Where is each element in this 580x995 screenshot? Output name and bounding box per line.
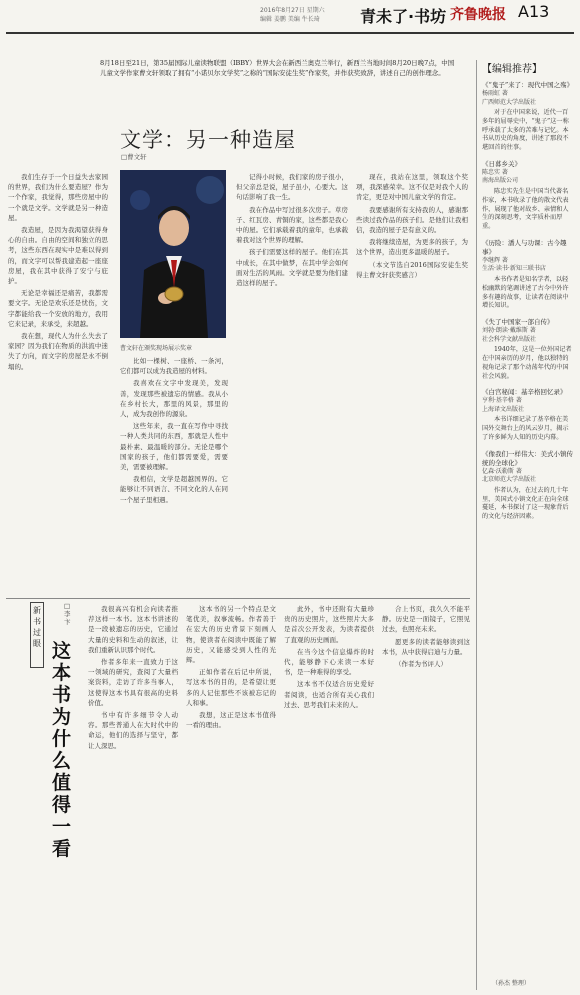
page-number: A13 [518,2,550,21]
section-title: 青未了·书坊 [360,7,447,26]
sidebar-heading: 【编辑推荐】 [482,64,542,75]
book-publisher: 社会科学文献出版社 [482,335,537,343]
book-summary: 作者认为，在过去的几十年里，美国式小镇文化正在向全球蔓延，本书探讨了这一现象背后的文化与经济因素。 [482,486,569,521]
book-entry [482,239,574,311]
paragraph: 书中有许多细节令人动容。那些普通人在大时代中的命运，他们的选择与坚守，都让人深思。 [88,711,178,750]
paragraph: 愿更多的读者能够读到这本书，从中获得启迪与力量。 [382,637,470,656]
sidebar-credit: （孙杰 整理） [492,980,530,987]
book-publisher: 上海译文出版社 [482,405,525,413]
paragraph: 现在，我站在这里，领取这个奖项，我深感荣幸。这不仅是对我个人的肯定，更是对中国儿童文学的肯定。 [356,173,468,202]
book-title: 《白宫秘闻：基辛格回忆录》 [482,388,567,397]
paragraph: 作者多年来一直致力于这一领域的研究，查阅了大量档案资料，走访了许多当事人，这使得这本书具有很高的史料价值。 [88,658,178,707]
article2-column-2 [186,604,276,990]
article1-column-4 [356,172,468,592]
book-summary: 对于在中国来说，近代一百多年的屈辱史中，“鬼子”这一称呼承载了太多的苦难与记忆。本书从历史的角度，讲述了那段不堪回首的往事。 [482,109,569,152]
paragraph: 我们生存于一个日益失去家园的世界，我们为什么要造屋？作为一个作家，我觉得，那些房屋中的一个就是文学。文学就是另一种造屋。 [8,173,108,222]
book-title: 《日暮乡关》 [482,159,521,168]
book-summary: 陈忠实先生是中国当代著名作家，本书收录了他的散文代表作，展现了他对故乡、亲情和人生的深刻思考，文字质朴而厚重。 [482,187,569,231]
book-entry [482,318,574,381]
article-byline: □曹文轩 [121,153,147,161]
paragraph: 我造屋，是因为我渴望获得身心的自由。自由的空间和独立的思考，这些东西在现实中是难以得到的，而文字可以帮我建造起一座座房屋，我在其中获得了安宁与庇护。 [8,226,108,286]
author-photo [120,170,226,338]
article2-column-4 [382,604,470,990]
paragraph: 这本书不仅适合历史爱好者阅读，也适合所有关心我们过去、思考我们未来的人。 [284,680,374,709]
book-author: 亨利·基辛格 著 [482,397,522,405]
paragraph: 这些年来，我一直在写作中寻找一种人类共同的东西，那就是人性中最朴素、最温暖的部分。无论是哪个国家的孩子，他们都需要爱，需要美，需要被理解。 [120,422,228,472]
paragraph: 在当今这个信息爆炸的时代，能够静下心来读一本好书，是一种难得的享受。 [284,647,374,677]
masthead-rule [6,32,574,34]
book-summary: 本书详细记录了基辛格在美国外交舞台上的风云岁月，揭示了许多鲜为人知的历史内幕。 [482,416,569,441]
photo-caption: 曹文轩在颁奖现场展示奖章 [120,345,193,352]
article2-title: 这本书为什么值得一看 [52,640,72,860]
book-author: 亿森·沃勒斯 著 [482,467,522,475]
paragraph: 无论是幸福还是痛苦，我都需要文字。无论是欢乐还是忧伤，文字都能给我一个安放的地方，我用它来记录，来承受，来超越。 [8,289,108,328]
paragraph: 我喜欢在文字中发现美，发现善，发现那些被遗忘的情感。我从小在乡村长大，那里的风景，那里的人，成为我创作的源泉。 [120,379,228,419]
article2-byline: □李卞 [64,602,71,626]
book-title: 《像我们一样伟大：美式小镇传统的全球化》 [482,449,573,467]
column-tag: 新书过眼 [30,602,44,668]
book-publisher: 广西师范大学出版社 [482,98,537,106]
article-title: 文学：另一种造屋 [120,128,296,152]
book-summary: 本书作者是知名学者，以轻松幽默的笔调讲述了古今中外许多有趣的故事，让读者在阅读中增长知识。 [482,275,569,310]
book-publisher: 北京师范大学出版社 [482,476,537,484]
article2-column-1 [88,604,178,990]
paragraph: 我想，这正是这本书值得一看的理由。 [186,711,276,730]
masthead-meta [260,6,325,24]
book-title: 《历险：潘人与功课：古今趣事》 [482,238,567,256]
newspaper-logo: 齐鲁晚报 [450,7,506,23]
sidebar-divider [476,60,477,990]
paragraph: 此外，书中还附有大量珍贵的历史照片，这些照片大多是首次公开发表，为读者提供了直观的历史画面。 [284,605,374,644]
paragraph: 这本书的另一个特点是文笔优美，叙事流畅。作者善于在宏大的历史背景下刻画人物，使读者在阅读中既能了解历史，又能感受到人性的光辉。 [186,605,276,665]
book-entry [482,450,574,522]
book-author: 陈忠实 著 [482,168,508,176]
paragraph: 我将继续造屋，为更多的孩子，为这个世界，造出更多温暖的屋子。 [356,238,468,257]
article1-column-2 [120,356,228,592]
paragraph: （作者为书评人） [395,660,447,669]
paragraph: 比如一棵树、一座桥、一条河，它们都可以成为我造屋的材料。 [120,357,228,376]
masthead [0,0,580,36]
article1-column-1 [8,172,108,592]
paragraph: 我要感谢所有支持我的人，感谢那些读过我作品的孩子们。是他们让我相信，我造的屋子是有意义的。 [356,205,468,235]
editor-credits: 编辑 姜鹏 美编 牛长琦 [260,16,320,23]
book-title: 《失了中国家一部自传》 [482,318,554,327]
paragraph: 我相信，文学是超越国界的。它能够让不同语言、不同文化的人在同一个屋子里相遇。 [120,475,228,504]
paragraph: （本文节选自2016国际安徒生奖得主曹文轩获奖感言） [356,260,468,279]
paragraph: 我在想，现代人为什么失去了家园？因为我们在物质的洪流中迷失了方向，而文字的房屋是永不倒塌的。 [8,332,108,371]
book-entry [482,388,574,442]
issue-date: 2016年8月27日 星期六 [260,7,325,14]
article1-column-3 [236,172,348,592]
editor-recommendations-sidebar [482,60,574,990]
book-entry [482,160,574,232]
paragraph: 记得小时候，我们家的房子很小，但父亲总是说，屋子虽小，心要大。这句话影响了我一生。 [236,173,348,202]
paragraph: 我很高兴有机会向读者推荐这样一本书。这本书讲述的是一段被遗忘的历史，它通过大量的史料和生动的叙述，让我们重新认识那个时代。 [88,605,178,654]
paragraph: 孩子们需要这样的屋子。他们在其中成长，在其中做梦，在其中学会如何面对生活的风雨。文学就是要为他们建造这样的屋子。 [236,248,348,288]
paragraph: 合上书页，我久久不能平静。历史是一面镜子，它照见过去，也照亮未来。 [382,605,470,634]
book-publisher: 南海出版公司 [482,177,519,185]
book-summary: 1940年，这是一位外国记者在中国亲历的岁月，他以独特的视角记录了那个动荡年代的中国社会风貌。 [482,346,572,380]
book-title: 《“鬼子”来了：现代中国之殇》 [482,81,574,89]
book-publisher: 生活·读书·新知三联书店 [482,265,546,273]
book-author: 李继辉 著 [482,256,508,264]
book-author: 刘勃·朗读·戴维斯 著 [482,327,536,335]
book-entry [482,81,574,153]
article2-column-3 [284,604,374,990]
paragraph: 我在作品中写过很多次房子。草房子、红瓦房、青铜的家，这些都是我心中的屋。它们承载着我的童年，也承载着我对这个世界的理解。 [236,205,348,245]
book-author: 杨雨虹 著 [482,90,508,97]
section-divider [6,598,470,599]
lead-paragraph: 8月18日至21日，第35届国际儿童读物联盟（IBBY）世界大会在新西兰奥克兰举行，新西兰当地时间8月20日晚7点，中国儿童文学作家曹文轩领取了拥有“小诺贝尔文学奖”之称的“国际安徒生奖”作家奖，并作获奖致辞，讲述自己的创作理念。 [100,59,455,77]
author-photo-illustration [120,170,226,338]
paragraph: 正如作者在后记中所说，写这本书的目的，是希望让更多的人记住那些不该被忘记的人和事。 [186,668,276,707]
